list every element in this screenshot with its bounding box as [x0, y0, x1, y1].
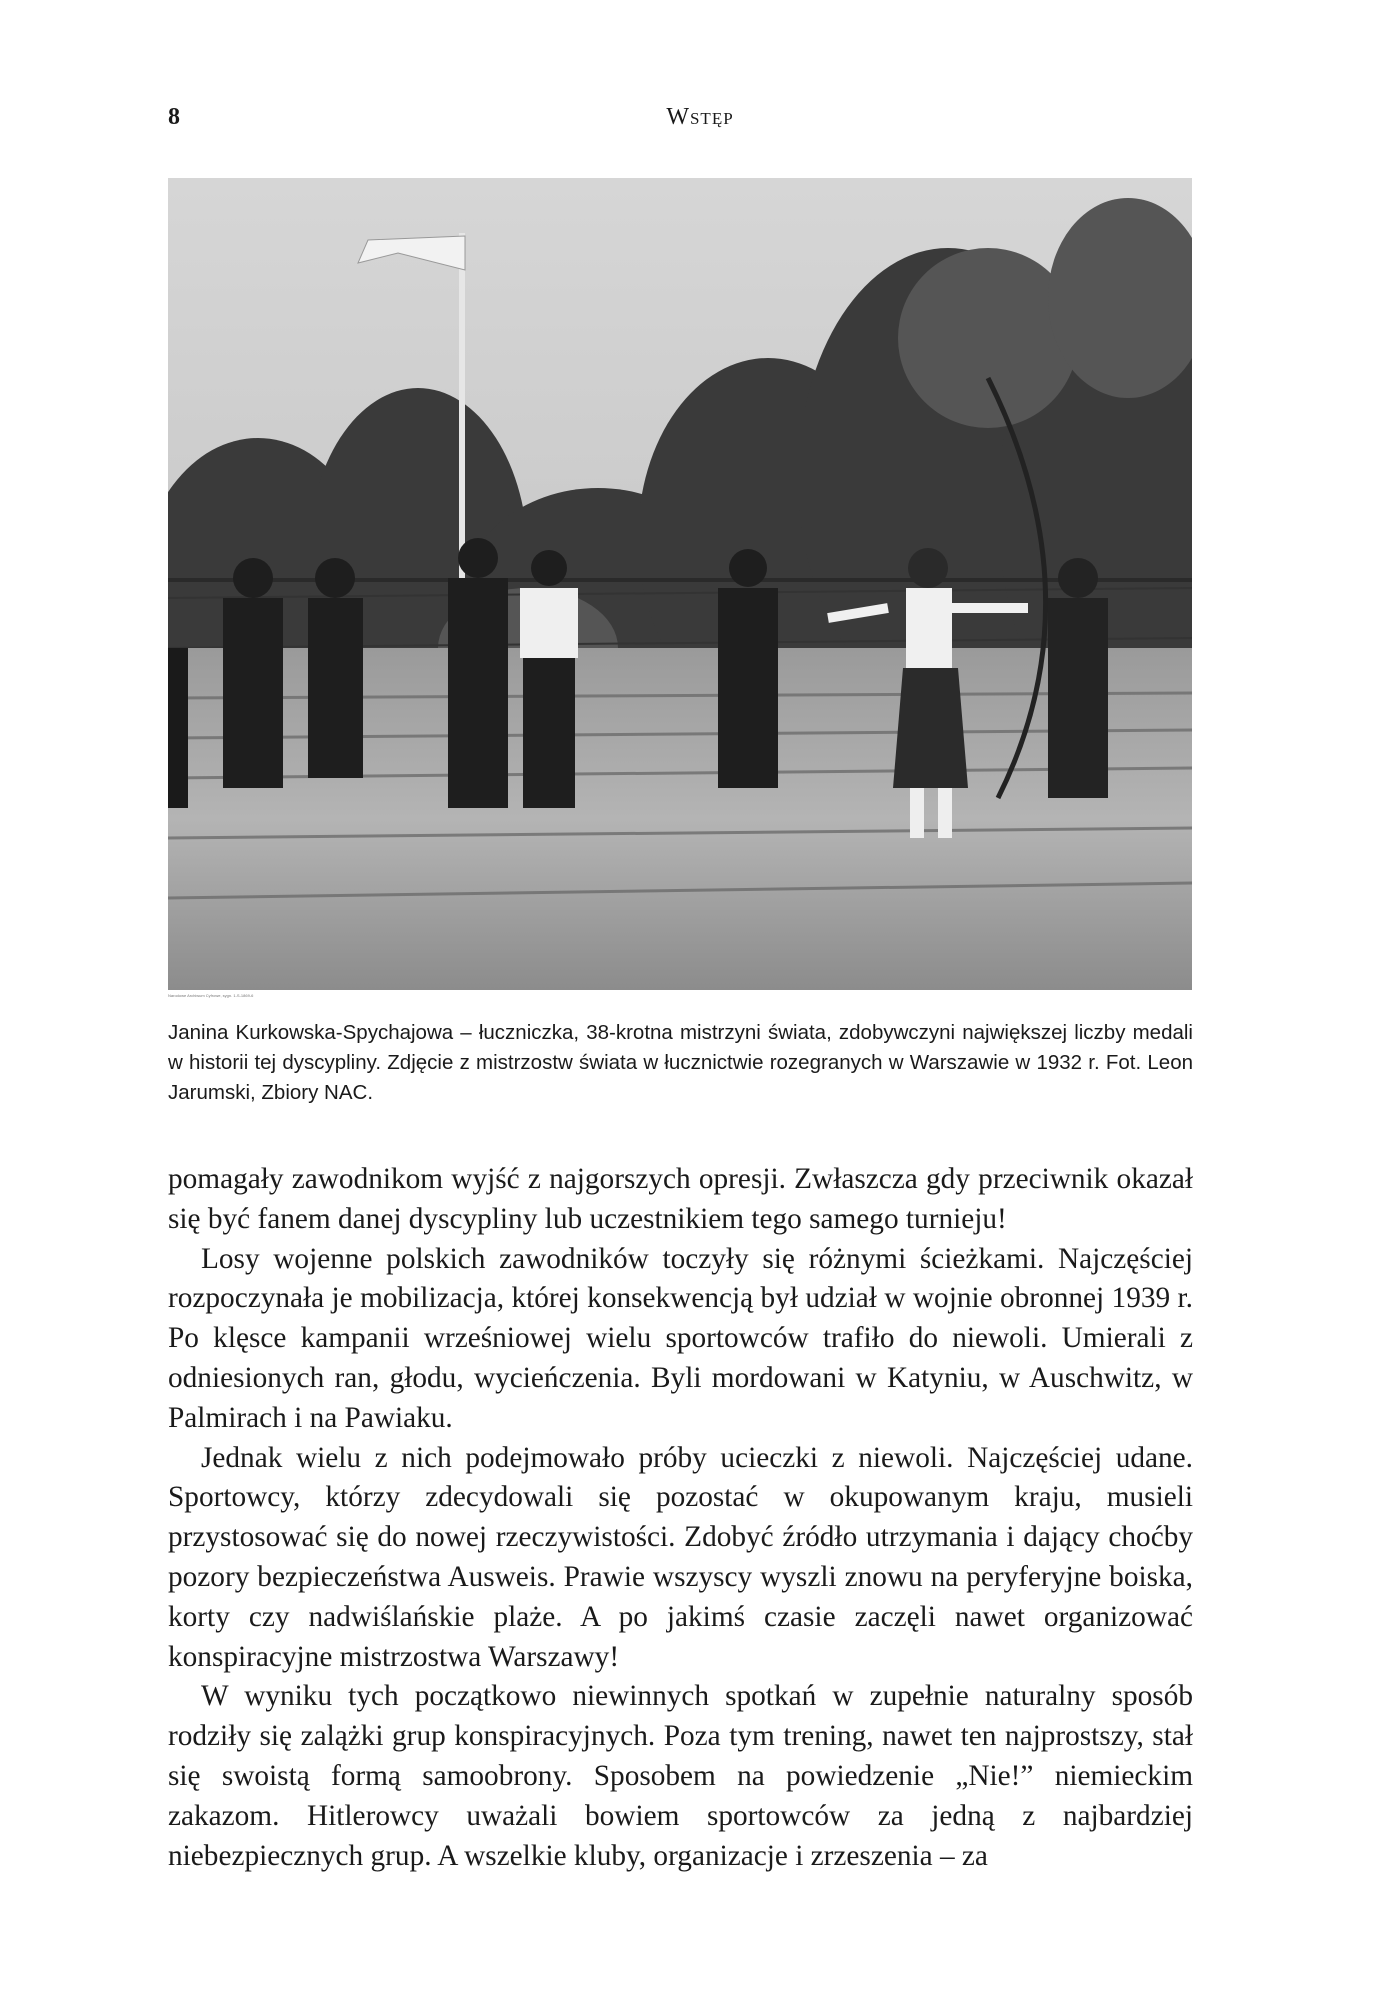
archery-photo [168, 178, 1192, 990]
body-text [168, 1160, 1193, 1876]
page-number: 8 [168, 104, 180, 130]
running-head [168, 104, 1232, 134]
paragraph: Jednak wielu z nich podejmowało próby ucieczki z niewoli. Najczęściej udane. Sportowcy, którzy zdecydowali się pozostać w okupowanym kraju, musieli przystosować się do nowej rzeczywistości. Zdobyć źródło utrzymania i dający choćby pozory bezpieczeństwa Ausweis. Prawie wszyscy wyszli znowu na peryferyjne boiska, korty czy nadwiślańskie plaże. A po jakimś czasie zaczęli nawet organizować konspiracyjne mistrzostwa Warszawy! [168, 1441, 1193, 1673]
photo-illustration [168, 178, 1192, 990]
paragraph: pomagały zawodnikom wyjść z najgorszych opresji. Zwłaszcza gdy przeciwnik okazał się być fanem danej dyscypliny lub uczestnikiem tego samego turnieju! [168, 1163, 1193, 1235]
photo-tiny-credit: Narodowe Archiwum Cyfrowe, sygn. 1-S-1869-6 [168, 993, 254, 998]
paragraph: Losy wojenne polskich zawodników toczyły się różnymi ścieżkami. Najczęściej rozpoczynała je mobilizacja, której konsekwencją był udział w wojnie obronnej 1939 r. Po klęsce kampanii wrześniowej wielu sportowców trafiło do niewoli. Umierali z odniesionych ran, głodu, wycieńczenia. Byli mordowani w Katyniu, w Auschwitz, w Palmirach i na Pawiaku. [168, 1242, 1193, 1434]
figure-caption: Janina Kurkowska-Spychajowa – łuczniczka, 38-krotna mistrzyni świata, zdobywczyni największej liczby medali w historii tej dyscypliny. Zdjęcie z mistrzostw świata w łucznictwie rozegranych w Warszawie w 1932 r. Fot. Leon Jarumski, Zbiory NAC. [168, 1021, 1193, 1104]
paragraph: W wyniku tych początkowo niewinnych spotkań w zupełnie naturalny sposób rodziły się zalążki grup konspiracyjnych. Poza tym trening, nawet ten najprostszy, stał się swoistą formą samoobrony. Sposobem na powiedzenie „Nie!” niemieckim zakazom. Hitlerowcy uważali bowiem sportowców za jedną z najbardziej niebezpiecznych grup. A wszelkie kluby, organizacje i zrzeszenia – za [168, 1680, 1193, 1872]
section-title: Wstęp [666, 104, 734, 130]
